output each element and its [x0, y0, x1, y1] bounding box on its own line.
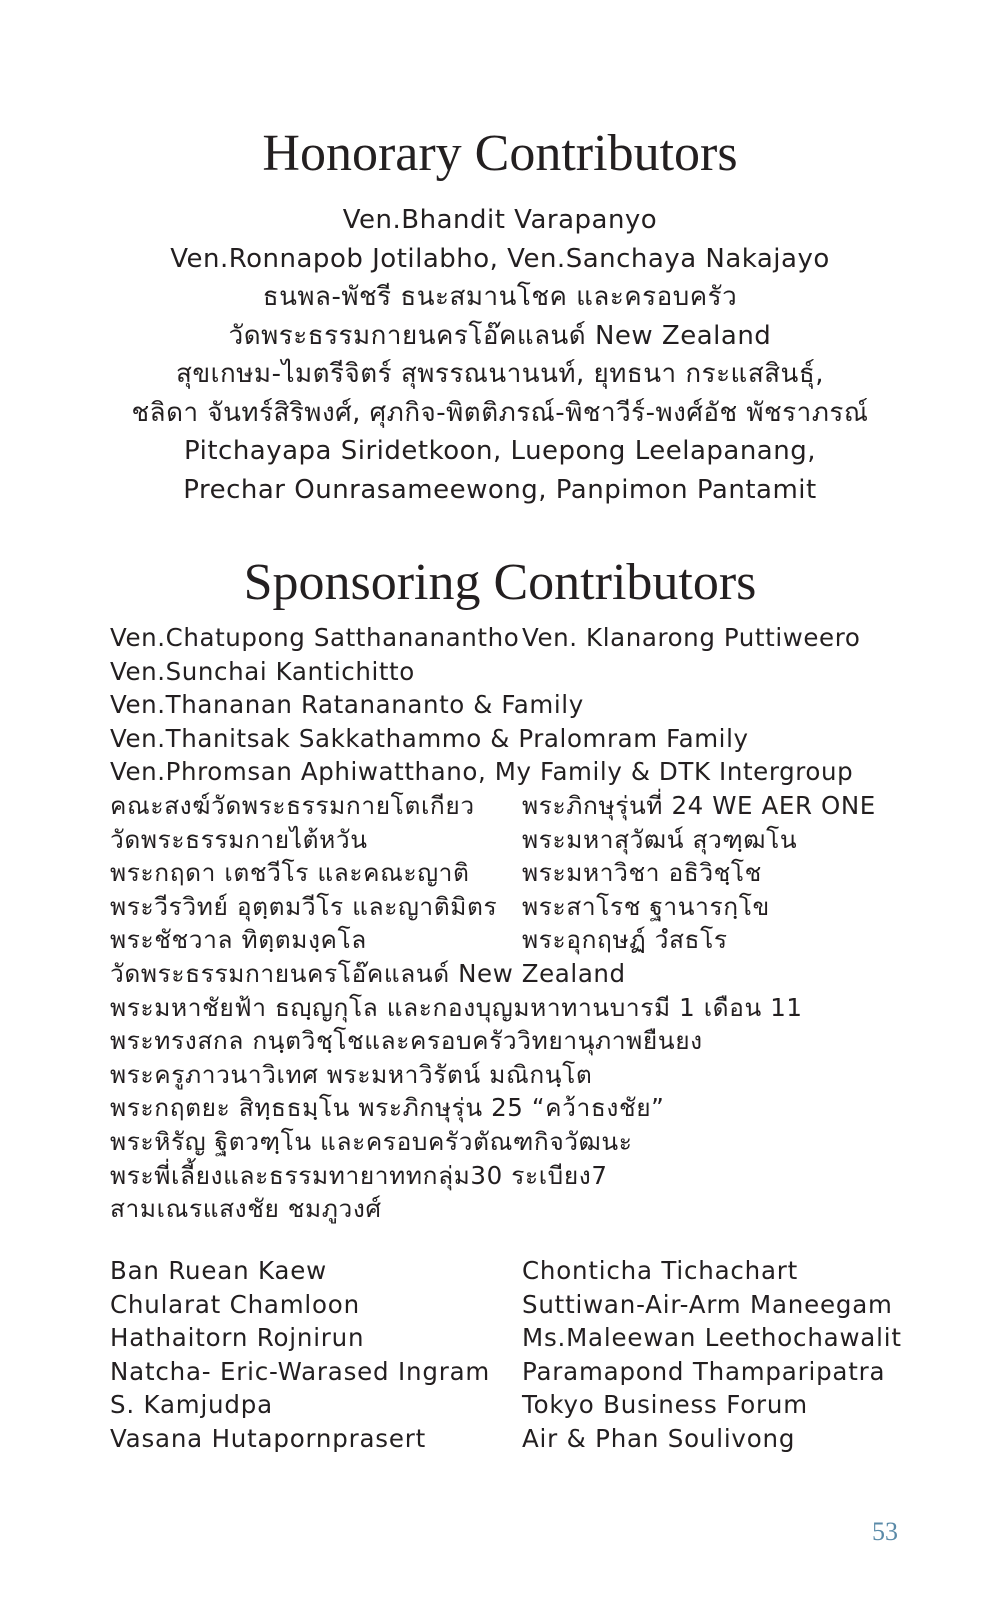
sponsor-line: พระกฤตยะ สิทฺธธมฺโน พระภิกษุรุ่น 25 “คว้าธงชัย”	[110, 1093, 665, 1123]
sponsor-line: พระทรงสกล กนฺตวิชฺโชและครอบครัววิทยานุภาพยืนยง	[110, 1026, 703, 1056]
sponsor-name: วัดพระธรรมกายไต้หวัน	[110, 824, 368, 854]
sponsor-row	[110, 1254, 980, 1288]
sponsor-name: Hathaitorn Rojnirun	[110, 1323, 365, 1353]
sponsor-name: พระภิกษุรุ่นที่ 24 WE AER ONE	[522, 790, 876, 820]
sponsor-name: พระสาโรช ฐานารกฺโข	[522, 891, 770, 921]
sponsor-name: คณะสงฆ์วัดพระธรรมกายโตเกียว	[110, 790, 475, 820]
sponsor-name: พระวีรวิทย์ อุตฺตมวีโร และญาติมิตร	[110, 891, 498, 921]
honorary-line: Pitchayapa Siridetkoon, Luepong Leelapanang,	[184, 436, 816, 466]
sponsor-name: Ban Ruean Kaew	[110, 1256, 327, 1285]
honorary-line: วัดพระธรรมกายนครโอ๊คแลนด์ New Zealand	[228, 320, 772, 351]
sponsor-row	[110, 1388, 980, 1422]
honorary-line: Ven.Ronnapob Jotilabho, Ven.Sanchaya Nakajayo	[170, 243, 830, 274]
sponsor-row	[110, 1321, 980, 1355]
sponsor-name: Natcha- Eric-Warased Ingram	[110, 1356, 491, 1386]
sponsor-name: Chonticha Tichachart	[522, 1256, 799, 1285]
sponsor-line: พระมหาชัยฟ้า ธญฺญกุโล และกองบุญมหาทานบารมี 1 เดือน 11	[110, 992, 803, 1022]
sponsor-row	[110, 1355, 980, 1389]
sponsor-name: Ven.Chatupong Satthananantho	[110, 623, 520, 652]
sponsor-row	[110, 621, 980, 655]
sponsoring-list	[110, 621, 980, 1226]
sponsor-row	[110, 890, 980, 924]
sponsor-line: Ven.Thanitsak Sakkathammo & Pralomram Family	[110, 723, 749, 753]
sponsor-row	[110, 789, 980, 823]
sponsor-line: พระหิรัญ ฐิตวฑฺโน และครอบครัวตัณฑกิจวัฒนะ	[110, 1126, 633, 1156]
sponsor-name: Chularat Chamloon	[110, 1289, 360, 1319]
sponsor-row	[110, 1422, 980, 1456]
sponsor-line: พระครูภาวนาวิเทศ พระมหาวิรัตน์ มณิกนฺโต	[110, 1059, 593, 1089]
honorary-line: Ven.Bhandit Varapanyo	[342, 205, 658, 235]
sponsor-name: Air & Phan Soulivong	[522, 1423, 796, 1453]
honorary-line: สุขเกษม-ไมตรีจิตร์ สุพรรณนานนท์, ยุทธนา กระแสสินธุ์,	[176, 359, 824, 389]
sponsor-name: Suttiwan-Air-Arm Maneegam	[522, 1289, 893, 1319]
sponsor-name: S. Kamjudpa	[110, 1390, 273, 1420]
sponsor-names-two-column	[110, 1254, 980, 1456]
sponsor-row	[110, 1288, 980, 1322]
sponsor-name: พระกฤดา เตชวีโร และคณะญาติ	[110, 858, 470, 888]
sponsor-name: Paramapond Thamparipatra	[522, 1356, 886, 1386]
sponsor-row	[110, 823, 980, 857]
sponsor-line: Ven.Sunchai Kantichitto	[110, 656, 415, 686]
honorary-line: Prechar Ounrasameewong, Panpimon Pantamit	[183, 474, 817, 505]
sponsor-name: พระอุกฤษฏ์ วํสธโร	[522, 925, 728, 955]
sponsor-name: พระมหาวิชา อธิวิชฺโช	[522, 858, 762, 888]
honorary-list	[0, 201, 1000, 509]
sponsor-line: พระพี่เลี้ยงและธรรมทายาททกลุ่ม30 ระเบียง7	[110, 1160, 608, 1190]
sponsor-name: Tokyo Business Forum	[522, 1390, 808, 1420]
sponsor-row	[110, 856, 980, 890]
sponsor-line: วัดพระธรรมกายนครโอ๊คแลนด์ New Zealand	[110, 958, 626, 988]
sponsor-name: Ven. Klanarong Puttiweero	[522, 623, 861, 652]
honorary-line: ธนพล-พัชรี ธนะสมานโชค และครอบครัว	[262, 282, 738, 312]
honorary-line: ชลิดา จันทร์สิริพงศ์, ศุภกิจ-พิตติภรณ์-พิชาวีร์-พงศ์อัช พัชราภรณ์	[131, 397, 869, 428]
honorary-contributors-title: Honorary Contributors	[262, 125, 738, 182]
sponsor-line: สามเณรแสงชัย ชมภูวงศ์	[110, 1194, 382, 1224]
sponsor-name: Vasana Hutapornprasert	[110, 1423, 427, 1453]
sponsor-row	[110, 923, 980, 957]
sponsor-name: Ms.Maleewan Leethochawalit	[522, 1323, 902, 1353]
sponsor-name: พระมหาสุวัฒน์ สุวฑฺฒโน	[522, 824, 798, 854]
sponsor-name: พระชัชวาล ทิตฺตมงฺคโล	[110, 925, 367, 955]
sponsor-line: Ven.Phromsan Aphiwatthano, My Family & DTK Intergroup	[110, 757, 854, 787]
sponsor-line: Ven.Thananan Ratanananto & Family	[110, 690, 584, 720]
sponsoring-contributors-title: Sponsoring Contributors	[243, 554, 757, 611]
page-number: 53	[872, 1517, 898, 1546]
